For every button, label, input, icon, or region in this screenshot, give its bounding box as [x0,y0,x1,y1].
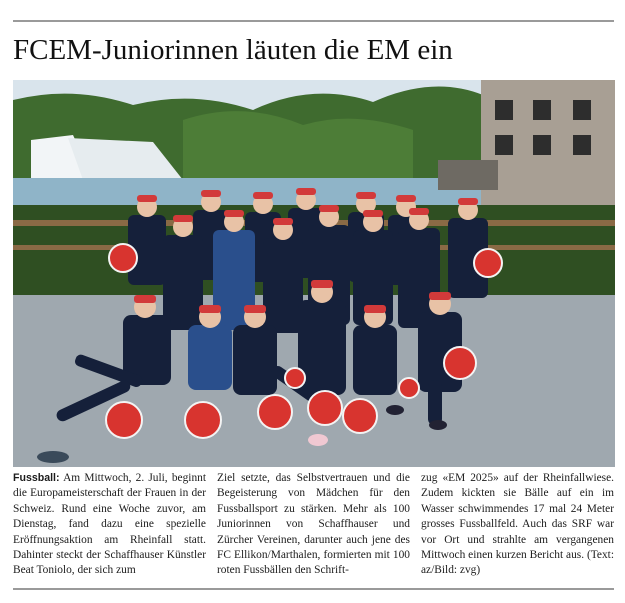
team-photo [13,80,615,467]
article-column-3-text: zug «EM 2025» auf der Rheinfallwiese. Zudem kickten sie Bälle auf ein im Wasser schwimmendes 17 mal 24 Meter grosses Fussballfeld. Auch das SRF war vor Ort und strahlte am vergangenen Mittwoch einen kurzen Bericht aus. (Text: az/Bild: zvg) [421,472,614,577]
article-column-1 [13,471,206,583]
article-kicker: Fussball: [13,472,60,484]
bottom-rule [13,588,614,590]
article-column-3 [421,471,614,583]
article-column-1-text: Am Mittwoch, 2. Juli, beginnt die Europameisterschaft der Frauen in der Schweiz. Rund eine Woche zuvor, am Dienstag, fand dazu eine spezielle Eröffnungsaktion am Rheinfall statt. Dahinter steckt der Schaffhauser Künstler Beat Toniolo, der sich zum [13,472,206,577]
article-body [13,471,614,583]
team-photo-image [13,80,615,467]
top-rule [13,20,614,22]
article-headline: FCEM-Juniorinnen läuten die EM ein [13,34,453,66]
article-column-2-text: Ziel setzte, das Selbstvertrauen und die Begeisterung von Mädchen für den Fussballsport zu stärken. Mehr als 100 Juniorinnen von Schaffhauser und Zürcher Vereinen, darunter auch jene des FC Ellikon/Marthalen, formierten mit 100 roten Fussbällen den Schrift- [217,472,410,577]
article-column-2 [217,471,410,583]
